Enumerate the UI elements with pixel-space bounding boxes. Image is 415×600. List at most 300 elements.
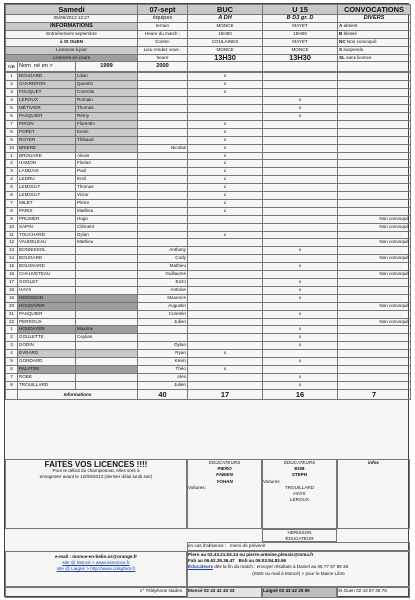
selection-team-b: x <box>263 342 338 350</box>
selection-team-b <box>263 207 338 215</box>
infos-box <box>337 459 410 529</box>
player-firstname-1999 <box>76 144 138 152</box>
voiture-b: HAYS <box>293 491 306 497</box>
selection-team-b <box>263 152 338 160</box>
lieu-a: MONCE <box>188 46 263 54</box>
player-firstname-2000 <box>138 223 188 231</box>
selection-team-b <box>263 239 338 247</box>
player-name: BOUSSARD <box>18 263 76 271</box>
heure-label: Heure du match : <box>138 30 188 38</box>
player-divers <box>338 199 411 207</box>
player-name: HERISSON <box>18 294 76 302</box>
player-divers <box>338 81 411 89</box>
player-name: DODIN <box>18 342 76 350</box>
absence-text: merci de prévenir <box>230 543 266 548</box>
training-place: à St OUEN <box>6 38 138 46</box>
player-firstname-2000: Enzo <box>138 279 188 287</box>
selection-team-a: x <box>188 81 263 89</box>
player-name: BROUARD <box>18 152 76 160</box>
educ-b-name: STEPH <box>291 472 308 478</box>
email-line[interactable]: e-mail : monce-en-belin.ss@orange.fr <box>54 554 138 559</box>
table-row <box>6 97 411 105</box>
player-firstname-2000 <box>138 207 188 215</box>
player-firstname-1999: Ceylian <box>76 334 138 342</box>
table-row <box>6 207 411 215</box>
player-divers <box>338 342 411 350</box>
player-firstname-1999 <box>76 381 138 389</box>
heure-a: 15H00 <box>188 30 263 38</box>
player-firstname-1999: Maxime <box>76 326 138 334</box>
table-row <box>6 365 411 373</box>
table-row <box>6 73 411 81</box>
player-number: 7 <box>6 373 18 381</box>
selection-team-b <box>263 176 338 184</box>
player-firstname-2000: Cody <box>138 255 188 263</box>
legend-blesse <box>338 30 411 38</box>
table-row <box>6 302 411 310</box>
table-row <box>6 255 411 263</box>
terrain-b: MAYET <box>263 22 338 30</box>
player-name: ROYER <box>18 136 76 144</box>
player-firstname-1999: Florian <box>76 160 138 168</box>
player-firstname-1999: Mathieu <box>76 207 138 215</box>
player-number: 19 <box>6 294 18 302</box>
selection-team-a: x <box>188 192 263 200</box>
player-name: BRIERE <box>18 144 76 152</box>
player-number: 2 <box>6 334 18 342</box>
licences-cours: Licences en cours <box>6 54 138 62</box>
player-number: 3 <box>6 168 18 176</box>
player-firstname-2000 <box>138 160 188 168</box>
licences-jour: Licences à jour <box>6 46 138 54</box>
legend-sl <box>338 54 411 62</box>
player-number: 22 <box>6 318 18 326</box>
site-monce-link[interactable]: site @ Moncé > www.esmonce.fr <box>62 560 130 566</box>
player-name: LEMOULT <box>18 192 76 200</box>
legend-text: absent <box>343 22 358 28</box>
legend-s <box>338 46 411 54</box>
player-name: PERROUX <box>18 318 76 326</box>
selection-team-b <box>263 318 338 326</box>
blank <box>263 62 338 72</box>
selection-team-a: x <box>188 207 263 215</box>
player-firstname-1999 <box>76 255 138 263</box>
footer <box>5 459 410 598</box>
player-firstname-2000 <box>138 97 188 105</box>
player-number: 16 <box>6 271 18 279</box>
player-firstname-1999 <box>76 302 138 310</box>
educateurs-label: Éducateurs <box>188 564 214 570</box>
educ-a-box <box>187 459 262 529</box>
selection-team-a: x <box>188 89 263 97</box>
table-row <box>6 326 411 334</box>
player-firstname-1999 <box>76 318 138 326</box>
player-firstname-1999: Thomas <box>76 184 138 192</box>
player-number: 6 <box>6 365 18 373</box>
player-firstname-1999: Alexis <box>76 152 138 160</box>
table-row <box>6 105 411 113</box>
player-number: 3 <box>6 342 18 350</box>
player-firstname-2000 <box>138 231 188 239</box>
total-count: 40 <box>138 389 188 399</box>
player-name: PALATRE <box>18 365 76 373</box>
voiture-b: TROUILLARD <box>284 484 315 490</box>
table-row <box>6 176 411 184</box>
table-row <box>6 286 411 294</box>
player-firstname-2000: Ryan <box>138 350 188 358</box>
player-firstname-1999 <box>76 350 138 358</box>
tel-laigne: Laigné 02 43 42 25 95 <box>262 587 337 598</box>
selection-team-b <box>263 223 338 231</box>
table-row <box>6 231 411 239</box>
timestamp: 05/09/2013 13:27 <box>6 15 138 23</box>
selection-team-b <box>263 160 338 168</box>
table-row <box>6 120 411 128</box>
blank <box>6 389 18 399</box>
player-name: PORET <box>18 128 76 136</box>
licence-reminder <box>5 459 187 529</box>
convocations-title: CONVOCATIONS <box>338 5 411 15</box>
player-number: 2 <box>6 160 18 168</box>
player-divers: Non convoqué <box>338 239 411 247</box>
player-number: 10 <box>6 223 18 231</box>
selection-team-a: x <box>188 128 263 136</box>
player-divers <box>338 89 411 97</box>
player-number: 10 <box>6 144 18 152</box>
selection-team-a <box>188 223 263 231</box>
player-divers <box>338 184 411 192</box>
table-row <box>6 184 411 192</box>
legend-nc <box>338 38 411 46</box>
player-name: BONNISSOL <box>18 247 76 255</box>
player-firstname-1999 <box>76 247 138 255</box>
player-name: HAMON <box>18 160 76 168</box>
player-firstname-1999: Emil <box>76 176 138 184</box>
player-divers: Non convoqué <box>338 271 411 279</box>
category: U 15 <box>263 5 338 15</box>
legend-code: SL <box>339 54 345 60</box>
selection-team-b: x <box>263 334 338 342</box>
player-divers <box>338 286 411 294</box>
year-1999: 1999 <box>76 62 138 72</box>
player-firstname-2000 <box>138 334 188 342</box>
selection-team-b: x <box>263 358 338 366</box>
selection-team-b <box>263 120 338 128</box>
player-divers <box>338 128 411 136</box>
table-row <box>6 294 411 302</box>
table-row <box>6 152 411 160</box>
table-row <box>6 199 411 207</box>
voiture-b: HERISSON <box>287 530 312 535</box>
selection-team-a <box>188 294 263 302</box>
player-firstname-2000 <box>138 199 188 207</box>
player-firstname-2000 <box>138 105 188 113</box>
table-row <box>6 350 411 358</box>
player-firstname-2000: Anthony <box>138 247 188 255</box>
teams-label: équipes <box>138 15 188 23</box>
player-number: 1 <box>6 152 18 160</box>
player-name: MILET <box>18 199 76 207</box>
player-number: 9 <box>6 136 18 144</box>
selection-team-a <box>188 279 263 287</box>
player-firstname-2000: Nicolas <box>138 144 188 152</box>
player-firstname-2000: Dylan <box>138 342 188 350</box>
player-firstname-2000: Théo <box>138 365 188 373</box>
nom-label: Nom <box>19 63 31 70</box>
player-firstname-1999 <box>76 342 138 350</box>
licence-text-2: enregistrer avant le 10/09/2013 (dernier délai lundi soir) <box>39 474 153 480</box>
site-laigne-link[interactable]: site @ Laigné > http://www.colsgfoot.fr <box>56 566 136 572</box>
player-number: 4 <box>6 350 18 358</box>
player-firstname-2000 <box>138 168 188 176</box>
player-divers: Non convoqué <box>338 255 411 263</box>
selection-team-a <box>188 105 263 113</box>
selection-team-b: x <box>263 310 338 318</box>
player-divers <box>338 152 411 160</box>
player-firstname-2000: Antoine <box>138 286 188 294</box>
player-name: GONDARD <box>18 358 76 366</box>
player-firstname-2000: Julien <box>138 318 188 326</box>
contre-a: COULAINES <box>188 38 263 46</box>
table-row <box>6 81 411 89</box>
informations-label: INFORMATIONS <box>6 22 138 30</box>
players-table <box>5 72 411 399</box>
player-firstname-1999: Paul <box>76 168 138 176</box>
player-name: EVRARD <box>18 350 76 358</box>
selection-team-b <box>263 215 338 223</box>
player-divers <box>338 373 411 381</box>
player-number: 20 <box>6 302 18 310</box>
player-divers: Non convoqué <box>338 318 411 326</box>
selection-team-b <box>263 89 338 97</box>
player-divers: Non convoqué <box>338 302 411 310</box>
selection-team-b <box>263 365 338 373</box>
player-name: MÉTIVIER <box>18 105 76 113</box>
player-firstname-1999: Dylan <box>76 231 138 239</box>
player-divers <box>338 120 411 128</box>
legend-code: NC <box>339 38 346 44</box>
player-divers <box>338 192 411 200</box>
player-firstname-1999 <box>76 365 138 373</box>
player-number: 7 <box>6 199 18 207</box>
selection-team-b <box>263 136 338 144</box>
team-a: A DH <box>188 15 263 23</box>
player-divers <box>338 168 411 176</box>
piero-contact: Piero au 02.43.21.93.14 ou pierre-antoine.plessis@mma.fr <box>188 552 314 557</box>
player-firstname-2000 <box>138 89 188 97</box>
legend-text: suspendu <box>343 46 364 52</box>
absence-row <box>187 542 410 551</box>
selection-team-a <box>188 381 263 389</box>
player-number: 8 <box>6 207 18 215</box>
player-firstname-2000 <box>138 176 188 184</box>
player-name: LEMOULT <box>18 184 76 192</box>
player-name: GOGLET <box>18 279 76 287</box>
player-firstname-1999: Lilian <box>76 73 138 81</box>
selection-team-a <box>188 310 263 318</box>
player-firstname-2000 <box>138 192 188 200</box>
player-firstname-1999: Clément <box>76 223 138 231</box>
licence-text-1: Pour le début du championnat, elles sont à <box>52 468 140 474</box>
player-divers <box>338 365 411 373</box>
player-name: PRUSIER <box>18 215 76 223</box>
player-divers <box>338 263 411 271</box>
table-row <box>6 263 411 271</box>
selection-team-a <box>188 271 263 279</box>
selection-team-b <box>263 73 338 81</box>
contacts-box <box>187 551 410 587</box>
educateurs-text: dès la fin du match : envoyer résultats à Daniel au 06 77 57 99 36 <box>214 564 349 570</box>
player-number: 5 <box>6 358 18 366</box>
player-firstname-1999 <box>76 271 138 279</box>
selection-team-a: x <box>188 350 263 358</box>
training-label: Entraînement septembre <box>6 30 138 38</box>
selection-team-b <box>263 302 338 310</box>
selection-team-a <box>188 112 263 120</box>
player-divers <box>338 350 411 358</box>
heure-rdv-label: heure <box>138 54 188 62</box>
player-name: CHAUVETEAU <box>18 271 76 279</box>
selection-team-a <box>188 358 263 366</box>
player-divers <box>338 136 411 144</box>
selection-team-a <box>188 215 263 223</box>
player-number: 1 <box>6 326 18 334</box>
licence-title: FAITES VOS LICENCES !!!! <box>44 460 148 469</box>
selection-team-b: x <box>263 381 338 389</box>
player-divers <box>338 294 411 302</box>
lieu-label: Lieu rendez vous : <box>138 46 188 54</box>
selection-team-a <box>188 255 263 263</box>
total-c: 7 <box>338 389 411 399</box>
tel-label-box <box>5 587 187 598</box>
player-firstname-1999 <box>76 263 138 271</box>
selection-team-b: x <box>263 294 338 302</box>
player-divers: Non convoqué <box>338 223 411 231</box>
player-number: 21 <box>6 310 18 318</box>
selection-team-b <box>263 128 338 136</box>
selection-team-b <box>263 192 338 200</box>
legend-code: B <box>339 30 343 36</box>
player-divers <box>338 231 411 239</box>
player-name: VAUDELEAU <box>18 239 76 247</box>
player-firstname-1999: Corentin <box>76 89 138 97</box>
player-firstname-1999: Pierre <box>76 199 138 207</box>
total-b: 16 <box>263 389 338 399</box>
selection-team-b <box>263 184 338 192</box>
selection-team-a: x <box>188 176 263 184</box>
voiture-b: LEROUX <box>290 497 309 503</box>
player-firstname-2000 <box>138 215 188 223</box>
player-number: 7 <box>6 120 18 128</box>
player-firstname-1999 <box>76 310 138 318</box>
player-firstname-2000: Guillaume <box>138 271 188 279</box>
selection-team-a: x <box>188 160 263 168</box>
player-firstname-1999: Thibaud <box>76 136 138 144</box>
educ-b-name: BOB <box>294 466 305 472</box>
player-divers <box>338 160 411 168</box>
legend-text: sans licence <box>346 54 372 60</box>
year-2000: 2000 <box>138 62 188 72</box>
selection-team-a <box>188 342 263 350</box>
educ-a-name: YOHAN <box>216 478 233 484</box>
convocation-sheet <box>4 3 409 597</box>
player-name: LANDAIS <box>18 168 76 176</box>
player-firstname-1999 <box>76 358 138 366</box>
player-divers <box>338 176 411 184</box>
selection-team-b <box>263 168 338 176</box>
player-name: TROUILLARD <box>18 381 76 389</box>
player-firstname-2000 <box>138 81 188 89</box>
selection-team-b <box>263 231 338 239</box>
player-name: PARIS <box>18 207 76 215</box>
selection-team-b <box>263 199 338 207</box>
player-firstname-2000: Kévin <box>138 358 188 366</box>
player-name: ROBE <box>18 373 76 381</box>
player-firstname-2000: Mathieu <box>138 263 188 271</box>
selection-team-a: x <box>188 136 263 144</box>
player-name: SAPIN <box>18 223 76 231</box>
player-name: HAYS <box>18 286 76 294</box>
tel-monce: Moncé 02 43 42 43 33 <box>187 587 262 598</box>
table-row <box>6 89 411 97</box>
selection-team-b: x <box>263 286 338 294</box>
player-firstname-1999: Romain <box>76 97 138 105</box>
bob-contact: Bob au 06.03.84.83.96 <box>238 558 287 564</box>
player-number: 3 <box>6 89 18 97</box>
educateurs-text-2: (SMS ou mail à Moncé) > pour le Maine Libre <box>252 570 345 576</box>
player-divers <box>338 326 411 334</box>
links-box <box>5 551 187 587</box>
player-name: TOUCHARD <box>18 231 76 239</box>
table-row <box>6 279 411 287</box>
selection-team-a <box>188 239 263 247</box>
selection-team-b <box>263 255 338 263</box>
selection-team-b: x <box>263 326 338 334</box>
player-firstname-2000: Julien <box>138 381 188 389</box>
player-divers <box>338 105 411 113</box>
player-firstname-2000 <box>138 326 188 334</box>
table-row <box>6 223 411 231</box>
player-number: 15 <box>6 263 18 271</box>
player-name: PASQUIER <box>18 310 76 318</box>
table-row <box>6 215 411 223</box>
date: 07-sept <box>138 5 188 15</box>
selection-team-a <box>188 302 263 310</box>
educ-a-name: FABIEN <box>216 472 233 478</box>
legend-code: S <box>339 46 343 52</box>
player-firstname-1999 <box>76 294 138 302</box>
player-number: 6 <box>6 192 18 200</box>
player-number: 2 <box>6 81 18 89</box>
player-firstname-2000 <box>138 128 188 136</box>
player-firstname-1999: Kevin <box>76 128 138 136</box>
player-firstname-2000 <box>138 152 188 160</box>
player-firstname-2000 <box>138 73 188 81</box>
player-firstname-1999: Thomas <box>76 105 138 113</box>
table-row <box>6 136 411 144</box>
player-name: BOUGARD <box>18 73 76 81</box>
team-b: B D3 gr. D <box>263 15 338 23</box>
player-divers <box>338 112 411 120</box>
table-row <box>6 128 411 136</box>
team-buc: BUC <box>188 5 263 15</box>
selection-team-a <box>188 373 263 381</box>
table-row <box>6 342 411 350</box>
player-number: 6 <box>6 112 18 120</box>
player-number: 9 <box>6 215 18 223</box>
absence-label: en cas d'absence : <box>188 543 227 548</box>
player-divers <box>338 207 411 215</box>
